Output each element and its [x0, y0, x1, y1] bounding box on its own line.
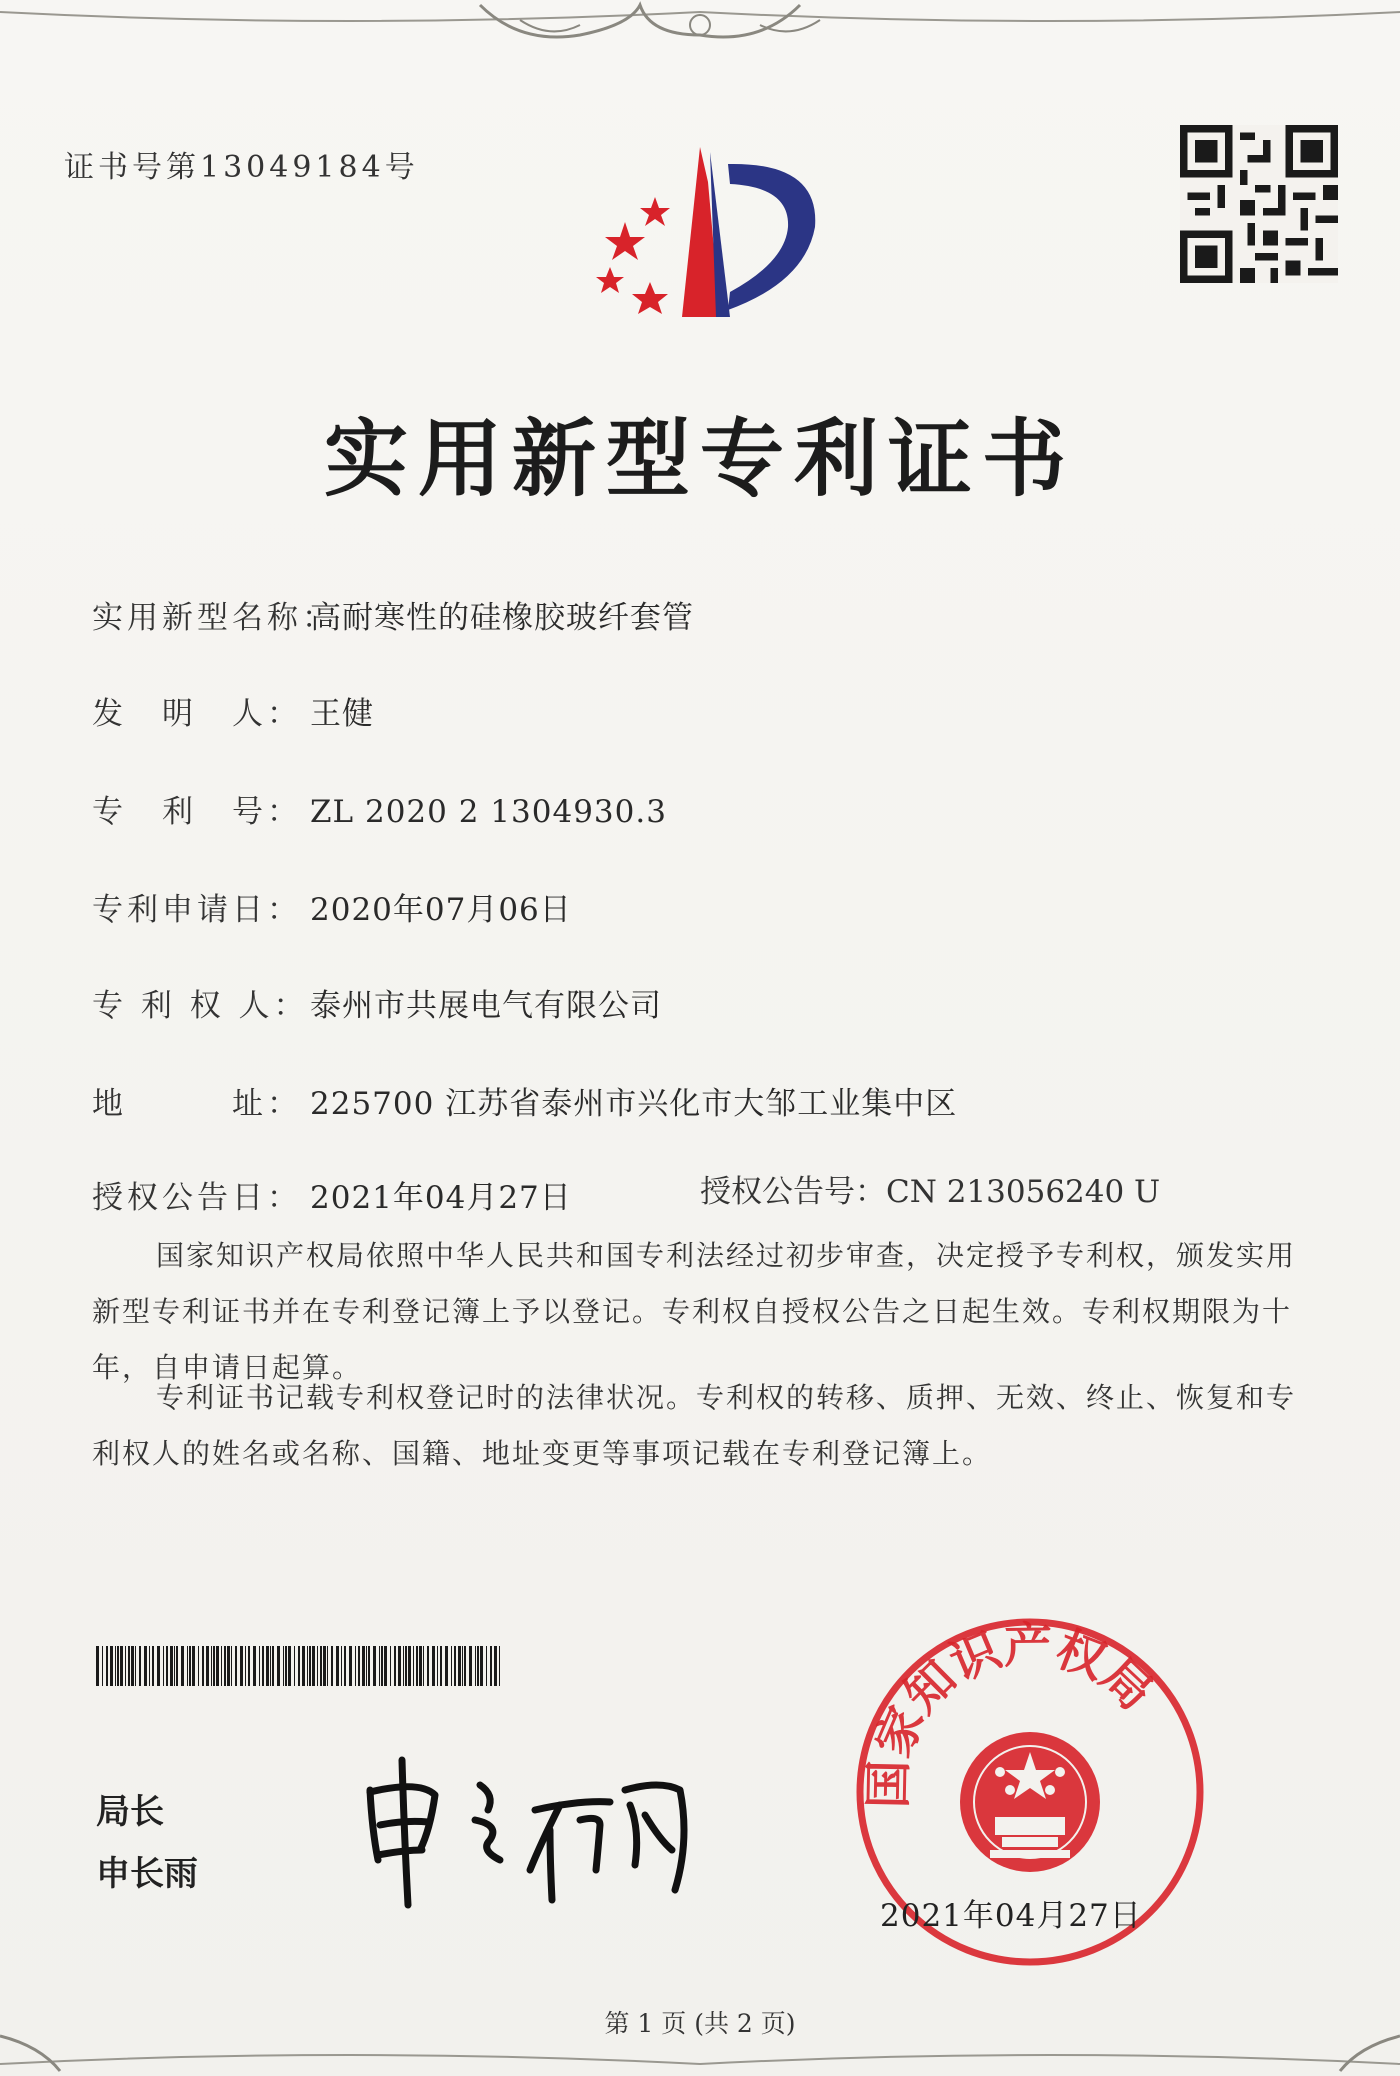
barcode-bar — [227, 1646, 230, 1686]
barcode-bar — [341, 1646, 342, 1686]
barcode-bar — [120, 1646, 123, 1686]
top-ornament-icon — [0, 0, 1400, 60]
barcode-bar — [394, 1646, 396, 1686]
barcode-bar — [331, 1646, 333, 1686]
barcode-bar — [176, 1646, 178, 1686]
certificate-number: 证书号第13049184号 — [64, 150, 419, 185]
field-label: 授权公告号： — [700, 1174, 886, 1210]
barcode-bar — [454, 1646, 456, 1686]
barcode-bar — [240, 1646, 243, 1686]
barcode-bar — [464, 1646, 466, 1686]
barcode-bar — [221, 1646, 222, 1686]
barcode-bar — [416, 1646, 418, 1686]
barcode-bar — [157, 1646, 160, 1686]
barcode-bar — [379, 1646, 380, 1686]
barcode-bar — [224, 1646, 226, 1686]
barcode-bar — [117, 1646, 119, 1686]
barcode-bar — [477, 1646, 479, 1686]
barcode-bar — [187, 1646, 188, 1686]
barcode-icon — [96, 1646, 506, 1686]
cnipa-logo-icon — [590, 142, 830, 327]
signature-icon — [360, 1750, 710, 1910]
field-value: 高耐寒性的硅橡胶玻纤套管 — [310, 600, 694, 636]
barcode-bar — [403, 1646, 404, 1686]
official-title: 局长 — [96, 1792, 164, 1832]
field-grant-date — [92, 1172, 572, 1217]
barcode-bar — [211, 1646, 212, 1686]
barcode-bar — [462, 1646, 463, 1686]
page-number: 第 1 页 (共 2 页) — [604, 2009, 796, 2038]
barcode-bar — [368, 1646, 370, 1686]
qr-code-icon — [1180, 120, 1338, 288]
barcode-bar — [419, 1646, 422, 1686]
barcode-bar — [405, 1646, 407, 1686]
barcode-bar — [302, 1646, 305, 1686]
bottom-ornament-icon — [0, 2016, 1400, 2076]
barcode-bar — [166, 1646, 168, 1686]
barcode-bar — [458, 1646, 461, 1686]
barcode-bar — [149, 1646, 150, 1686]
barcode-bar — [320, 1646, 322, 1686]
field-label: 专 利 权 人： — [92, 988, 309, 1024]
seal-date: 2021年04月27日 — [880, 1898, 1142, 1934]
seal-text: 国家知识产权局 — [860, 1617, 1164, 1809]
field-model-name — [92, 592, 694, 637]
barcode-bar — [135, 1646, 136, 1686]
barcode-bar — [170, 1646, 173, 1686]
field-value: 225700 江苏省泰州市兴化市大邹工业集中区 — [310, 1086, 958, 1122]
field-address — [92, 1078, 957, 1123]
barcode-bar — [323, 1646, 326, 1686]
barcode-bar — [125, 1646, 126, 1686]
barcode-bar — [283, 1646, 284, 1686]
barcode-bar — [213, 1646, 215, 1686]
field-application-date — [92, 884, 572, 929]
barcode-bar — [110, 1646, 113, 1686]
field-value: 王健 — [310, 696, 374, 732]
barcode-bar — [235, 1646, 237, 1686]
barcode-bar — [189, 1646, 191, 1686]
barcode-bar — [270, 1646, 271, 1686]
barcode-bar — [408, 1646, 411, 1686]
barcode-bar — [277, 1646, 280, 1686]
barcode-bar — [231, 1646, 232, 1686]
barcode-bar — [317, 1646, 318, 1686]
barcode-bar — [366, 1646, 367, 1686]
barcode-bar — [131, 1646, 134, 1686]
barcode-bar — [327, 1646, 328, 1686]
barcode-bar — [469, 1646, 472, 1686]
field-patent-number — [92, 786, 667, 831]
field-value: ZL 2020 2 1304930.3 — [310, 794, 667, 830]
barcode-bar — [373, 1646, 376, 1686]
paragraph-1: 国家知识产权局依照中华人民共和国专利法经过初步审查，决定授予专利权，颁发实用新型专利证书并在专利登记簿上予以登记。专利权自授权公告之日起生效。专利权期限为十年，自申请日起算。 — [92, 1239, 1297, 1384]
field-label: 专利申请日： — [92, 892, 302, 928]
barcode-bar — [381, 1646, 383, 1686]
barcode-bar — [174, 1646, 175, 1686]
barcode-bar — [486, 1646, 487, 1686]
barcode-bar — [128, 1646, 130, 1686]
barcode-bar — [192, 1646, 195, 1686]
barcode-bar — [451, 1646, 452, 1686]
barcode-bar — [253, 1646, 256, 1686]
field-label: 发 明 人： — [92, 696, 302, 732]
barcode-bar — [285, 1646, 287, 1686]
barcode-bar — [144, 1646, 147, 1686]
barcode-bar — [139, 1646, 141, 1686]
field-value: 泰州市共展电气有限公司 — [310, 988, 662, 1024]
barcode-bar — [480, 1646, 483, 1686]
barcode-bar — [106, 1646, 108, 1686]
field-label: 地 址： — [92, 1086, 302, 1122]
barcode-bar — [423, 1646, 424, 1686]
barcode-bar — [475, 1646, 476, 1686]
barcode-bar — [309, 1646, 311, 1686]
barcode-bar — [349, 1646, 352, 1686]
barcode-bar — [206, 1646, 209, 1686]
field-announcement-number — [700, 1166, 1160, 1211]
barcode-bar — [102, 1646, 103, 1686]
official-name: 申长雨 — [96, 1854, 198, 1894]
barcode-bar — [294, 1646, 295, 1686]
barcode-bar — [390, 1646, 391, 1686]
barcode-bar — [336, 1646, 339, 1686]
barcode-bar — [384, 1646, 387, 1686]
barcode-bar — [96, 1646, 99, 1686]
barcode-bar — [413, 1646, 414, 1686]
barcode-bar — [362, 1646, 365, 1686]
barcode-bar — [437, 1646, 438, 1686]
field-value: CN 213056240 U — [886, 1174, 1161, 1210]
barcode-bar — [427, 1646, 429, 1686]
barcode-bar — [358, 1646, 360, 1686]
barcode-bar — [312, 1646, 315, 1686]
barcode-bar — [355, 1646, 356, 1686]
page-title: 实用新型专利证书 — [323, 410, 1076, 508]
barcode-bar — [202, 1646, 204, 1686]
barcode-bar — [344, 1646, 346, 1686]
field-value: 2020年07月06日 — [310, 892, 572, 928]
barcode-bar — [494, 1646, 497, 1686]
barcode-bar — [248, 1646, 250, 1686]
barcode-bar — [259, 1646, 260, 1686]
field-label: 授权公告日： — [92, 1180, 302, 1216]
barcode-bar — [216, 1646, 219, 1686]
barcode-bar — [198, 1646, 199, 1686]
barcode-bar — [288, 1646, 291, 1686]
barcode-bar — [245, 1646, 246, 1686]
barcode-bar — [398, 1646, 401, 1686]
field-label: 实用新型名称： — [92, 600, 337, 636]
field-label: 专 利 号： — [92, 794, 302, 830]
barcode-bar — [181, 1646, 184, 1686]
barcode-bar — [152, 1646, 154, 1686]
barcode-bar — [490, 1646, 492, 1686]
barcode-bar — [499, 1646, 500, 1686]
barcode-bar — [298, 1646, 300, 1686]
barcode-bar — [163, 1646, 164, 1686]
field-inventor — [92, 688, 374, 733]
field-value: 2021年04月27日 — [310, 1180, 572, 1216]
barcode-bar — [266, 1646, 269, 1686]
barcode-bar — [262, 1646, 264, 1686]
paragraph-2: 专利证书记载专利权登记时的法律状况。专利权的转移、质押、无效、终止、恢复和专利权人的姓名或名称、国籍、地址变更等事项记载在专利登记簿上。 — [92, 1381, 1297, 1470]
barcode-bar — [445, 1646, 448, 1686]
barcode-bar — [272, 1646, 274, 1686]
field-patentee — [92, 980, 662, 1025]
barcode-bar — [432, 1646, 435, 1686]
barcode-bar — [440, 1646, 442, 1686]
barcode-bar — [115, 1646, 116, 1686]
national-emblem-icon — [960, 1732, 1100, 1872]
barcode-bar — [307, 1646, 308, 1686]
